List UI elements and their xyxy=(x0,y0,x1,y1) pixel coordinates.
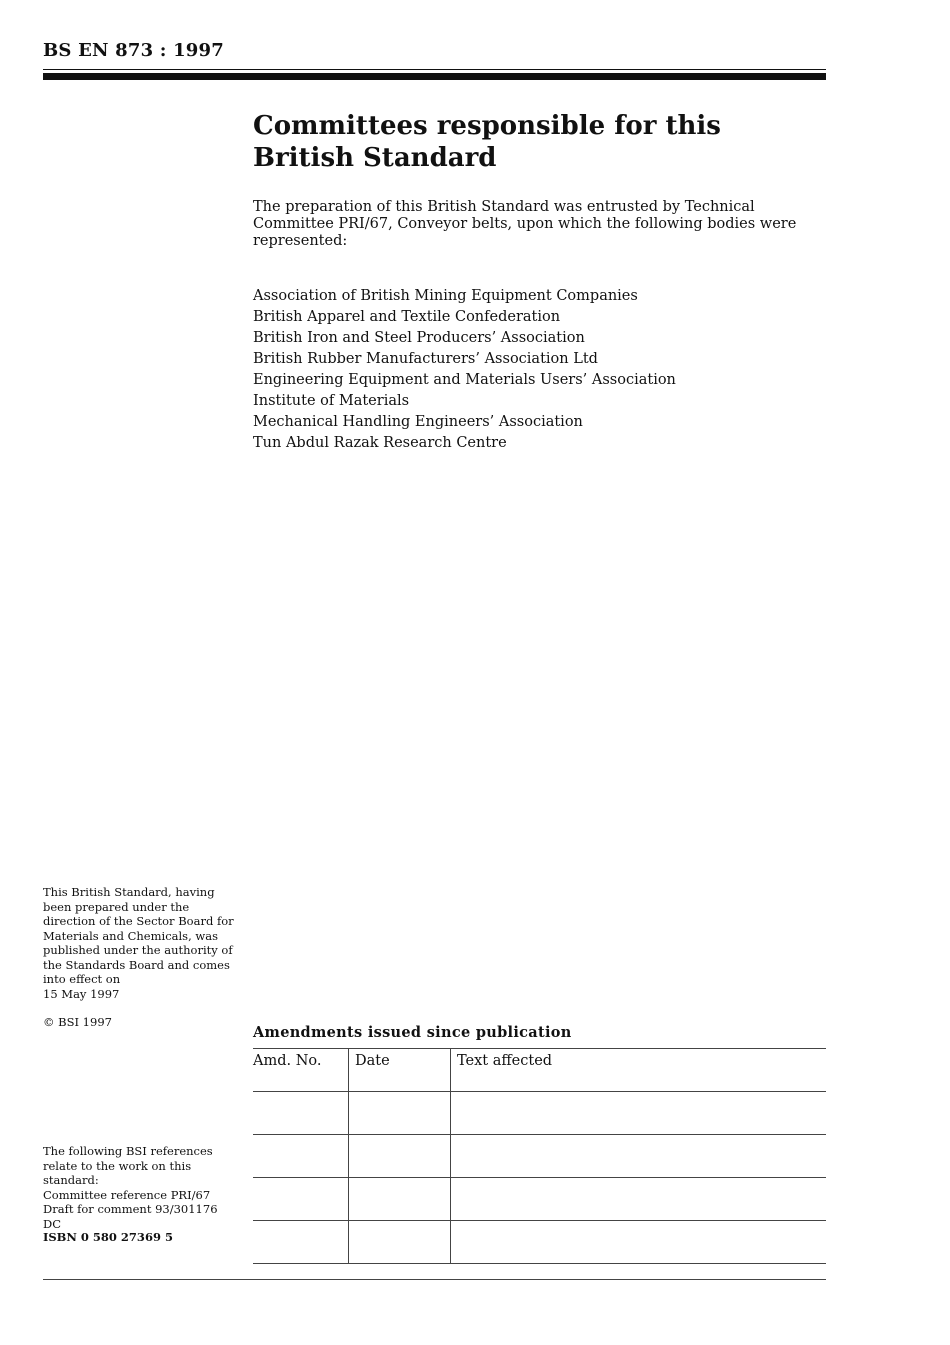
title-line-2: British Standard xyxy=(253,143,497,173)
list-item: British Rubber Manufacturers’ Association Ltd xyxy=(253,351,598,367)
table-cell xyxy=(451,1092,827,1135)
list-item: Mechanical Handling Engineers’ Association xyxy=(253,414,583,430)
committee-reference: Committee reference PRI/67 xyxy=(43,1187,211,1202)
table-cell xyxy=(253,1092,349,1135)
document-code: BS EN 873 : 1997 xyxy=(43,40,224,61)
list-item: Engineering Equipment and Materials Users’ Association xyxy=(253,372,676,388)
amendments-title: Amendments issued since publication xyxy=(253,1024,572,1041)
table-cell xyxy=(253,1135,349,1178)
column-header-text-affected: Text affected xyxy=(451,1049,827,1092)
table-cell xyxy=(253,1221,349,1264)
references-intro: The following BSI references relate to the work on this standard: xyxy=(43,1144,213,1187)
amendments-table xyxy=(253,1048,826,1264)
table-cell xyxy=(349,1135,451,1178)
list-item: Association of British Mining Equipment Companies xyxy=(253,288,638,304)
bsi-references xyxy=(43,1144,235,1231)
column-header-date: Date xyxy=(349,1049,451,1092)
table-row xyxy=(253,1221,826,1264)
committees-section xyxy=(253,110,826,454)
header-thin-rule xyxy=(43,69,826,70)
table-row xyxy=(253,1178,826,1221)
table-cell xyxy=(349,1221,451,1264)
footer-rule xyxy=(43,1279,826,1280)
copyright-notice: © BSI 1997 xyxy=(43,1015,112,1029)
title-line-1: Committees responsible for this xyxy=(253,111,721,141)
list-item: British Apparel and Textile Confederation xyxy=(253,309,561,325)
list-item: Institute of Materials xyxy=(253,393,410,409)
table-row xyxy=(253,1092,826,1135)
list-item: Tun Abdul Razak Research Centre xyxy=(253,435,507,451)
table-cell xyxy=(253,1178,349,1221)
list-item: British Iron and Steel Producers’ Association xyxy=(253,330,585,346)
table-cell xyxy=(451,1221,827,1264)
table-cell xyxy=(451,1135,827,1178)
represented-bodies-list xyxy=(253,286,826,454)
page-title xyxy=(253,110,826,174)
table-cell xyxy=(451,1178,827,1221)
publication-statement xyxy=(43,885,235,1001)
header-thick-rule xyxy=(43,73,826,80)
draft-reference: Draft for comment 93/301176 DC xyxy=(43,1202,218,1231)
table-cell xyxy=(349,1178,451,1221)
table-row xyxy=(253,1135,826,1178)
table-cell xyxy=(349,1092,451,1135)
table-header-row xyxy=(253,1049,826,1092)
intro-paragraph: The preparation of this British Standard was entrusted by Technical Committee PRI/67, Conveyor belts, upon which the following bodies were represented: xyxy=(253,199,797,249)
isbn: ISBN 0 580 27369 5 xyxy=(43,1230,173,1244)
effective-date: 15 May 1997 xyxy=(43,986,120,1001)
column-header-amd-no: Amd. No. xyxy=(253,1049,349,1092)
statement-text: This British Standard, having been prepared under the direction of the Sector Board for Materials and Chemicals, was published under the authority of the Standards Board and comes into effect on xyxy=(43,885,234,986)
